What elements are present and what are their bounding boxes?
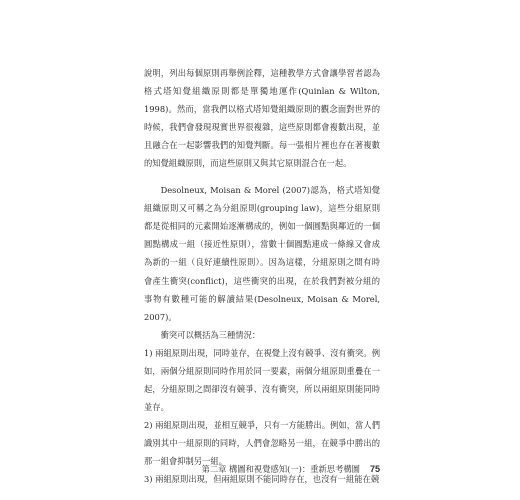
page-footer bbox=[144, 463, 380, 475]
body-text bbox=[144, 64, 380, 488]
page-number: 75 bbox=[369, 464, 380, 474]
list-item-case-2: 2) 兩組原則出現，並相互競爭，只有一方能勝出。例如，當人們識別其中一組原則的同時，人們會忽略另一組，在競爭中勝出的那一組會抑制另一組。 bbox=[144, 419, 380, 466]
paragraph-conflict-summary: 衝突可以概括為三種情況： bbox=[160, 329, 261, 340]
list-item-case-3: 3) 兩組原則出現，但兩組原則不能同時存在，也沒有一組能在競 bbox=[144, 474, 380, 485]
paragraph-grouping-law: Desolneux, Moisan & Morel (2007)認為，格式塔知覺組織原則又可稱之為分組原則(grouping law)，這些分組原則都是從相同的元素開始逐漸構成的，例如一個圓點與鄰近的一個圓點構成一組（接近性原則），當數十個圓點連成一條線又會成為新的一組（良好連續性原則）。因為這樣，分組原則之間有時會產生衝突(conflict)，這些衝突的出現，在於我們對被分組的事物有數種可能的解讀結果(Desolneux, Moisan & Morel, 2007)。 bbox=[144, 185, 380, 322]
list-item-case-1: 1) 兩組原則出現，同時並存，在視覺上沒有競爭、沒有衝突。例如，兩個分組原則同時作用於同一要素，兩個分組原則重疊在一起，分組原則之間卻沒有競爭、沒有衝突，所以兩組原則能同時並存。 bbox=[144, 347, 380, 412]
paragraph-grouping-intro: 說明，列出每個原則再舉例詮釋，這種教學方式會讓學習者認為格式塔知覺組織原則都是單獨地運作(Quinlan & Wilton, 1998)。然而，當我們以格式塔知覺組織原則的觀念面對世界的時候，我們會發現現實世界很複雜，這些原則都會複數出現，並且融合在一起影響我們的知覺判斷。每一張相片裡也存在著複數的知覺組織原則，而這些原則又與其它原則混合在一起。 bbox=[144, 68, 380, 169]
running-head: 第二章 構圖和視覺感知(一)：重新思考構圖 bbox=[201, 464, 360, 474]
